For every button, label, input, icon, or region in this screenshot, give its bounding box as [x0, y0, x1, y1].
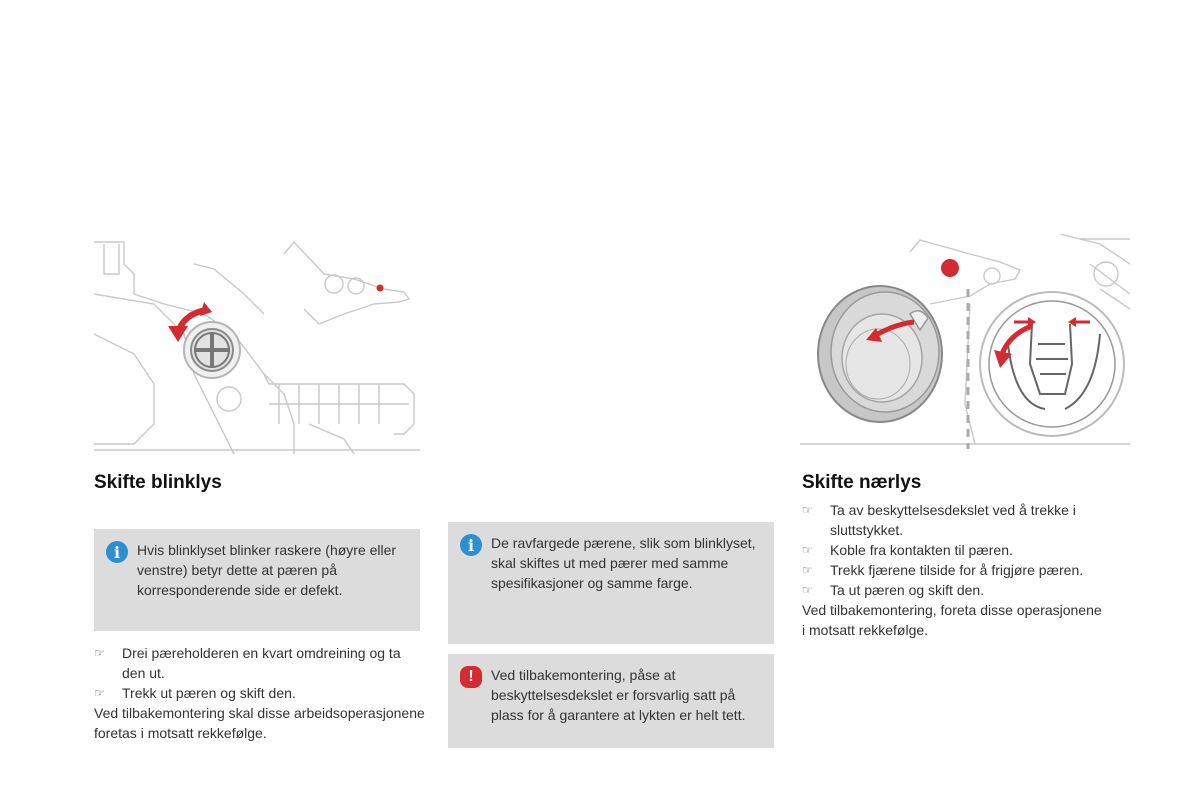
list-item [802, 500, 1122, 540]
step-text: Trekk ut pæren og skift den. [122, 685, 296, 701]
list-item [802, 580, 1122, 600]
step-text: Drei pæreholderen en kvart omdreining og ta den ut. [122, 645, 401, 681]
info-icon: i [460, 534, 482, 556]
info-box-turn-signal [94, 529, 420, 631]
info-icon: i [106, 541, 128, 563]
low-beam-illustration [800, 234, 1130, 454]
warning-box-cover [448, 654, 774, 748]
hand-pointer-icon: ☞ [94, 646, 105, 660]
warning-icon: ! [460, 666, 482, 688]
list-item [802, 540, 1122, 560]
list-item [802, 560, 1122, 580]
hand-pointer-icon: ☞ [802, 543, 813, 557]
low-beam-steps [802, 500, 1122, 600]
info-box-amber-bulbs [448, 522, 774, 644]
reassembly-note: Ved tilbakemontering skal disse arbeidsoperasjonene foretas i motsatt rekkefølge. [94, 705, 425, 741]
hand-pointer-icon: ☞ [802, 583, 813, 597]
step-text: Trekk fjærene tilside for å frigjøre pæren. [830, 562, 1084, 578]
hand-pointer-icon: ☞ [94, 686, 105, 700]
info-text: Hvis blinklyset blinker raskere (høyre eller venstre) betyr dette at pæren på korresponderende side er defekt. [137, 542, 397, 598]
reassembly-note: Ved tilbakemontering, foreta disse operasjonene i motsatt rekkefølge. [802, 602, 1102, 638]
section-title-low-beam: Skifte nærlys [802, 472, 922, 493]
info-text: De ravfargede pærene, slik som blinklyset, skal skiftes ut med pærer med samme spesifikasjoner og samme farge. [491, 535, 756, 591]
turn-signal-steps [94, 643, 424, 703]
step-text: Ta av beskyttelsesdekslet ved å trekke i sluttstykket. [830, 502, 1076, 538]
step-text: Koble fra kontakten til pæren. [830, 542, 1013, 558]
hand-pointer-icon: ☞ [802, 563, 813, 577]
list-item [94, 683, 424, 703]
warning-text: Ved tilbakemontering, påse at beskyttelsesdekslet er forsvarlig satt på plass for å garantere at lykten er helt tett. [491, 667, 746, 723]
section-title-turn-signal: Skifte blinklys [94, 472, 222, 493]
step-text: Ta ut pæren og skift den. [830, 582, 985, 598]
turn-signal-illustration [94, 234, 420, 454]
list-item [94, 643, 424, 683]
hand-pointer-icon: ☞ [802, 503, 813, 517]
